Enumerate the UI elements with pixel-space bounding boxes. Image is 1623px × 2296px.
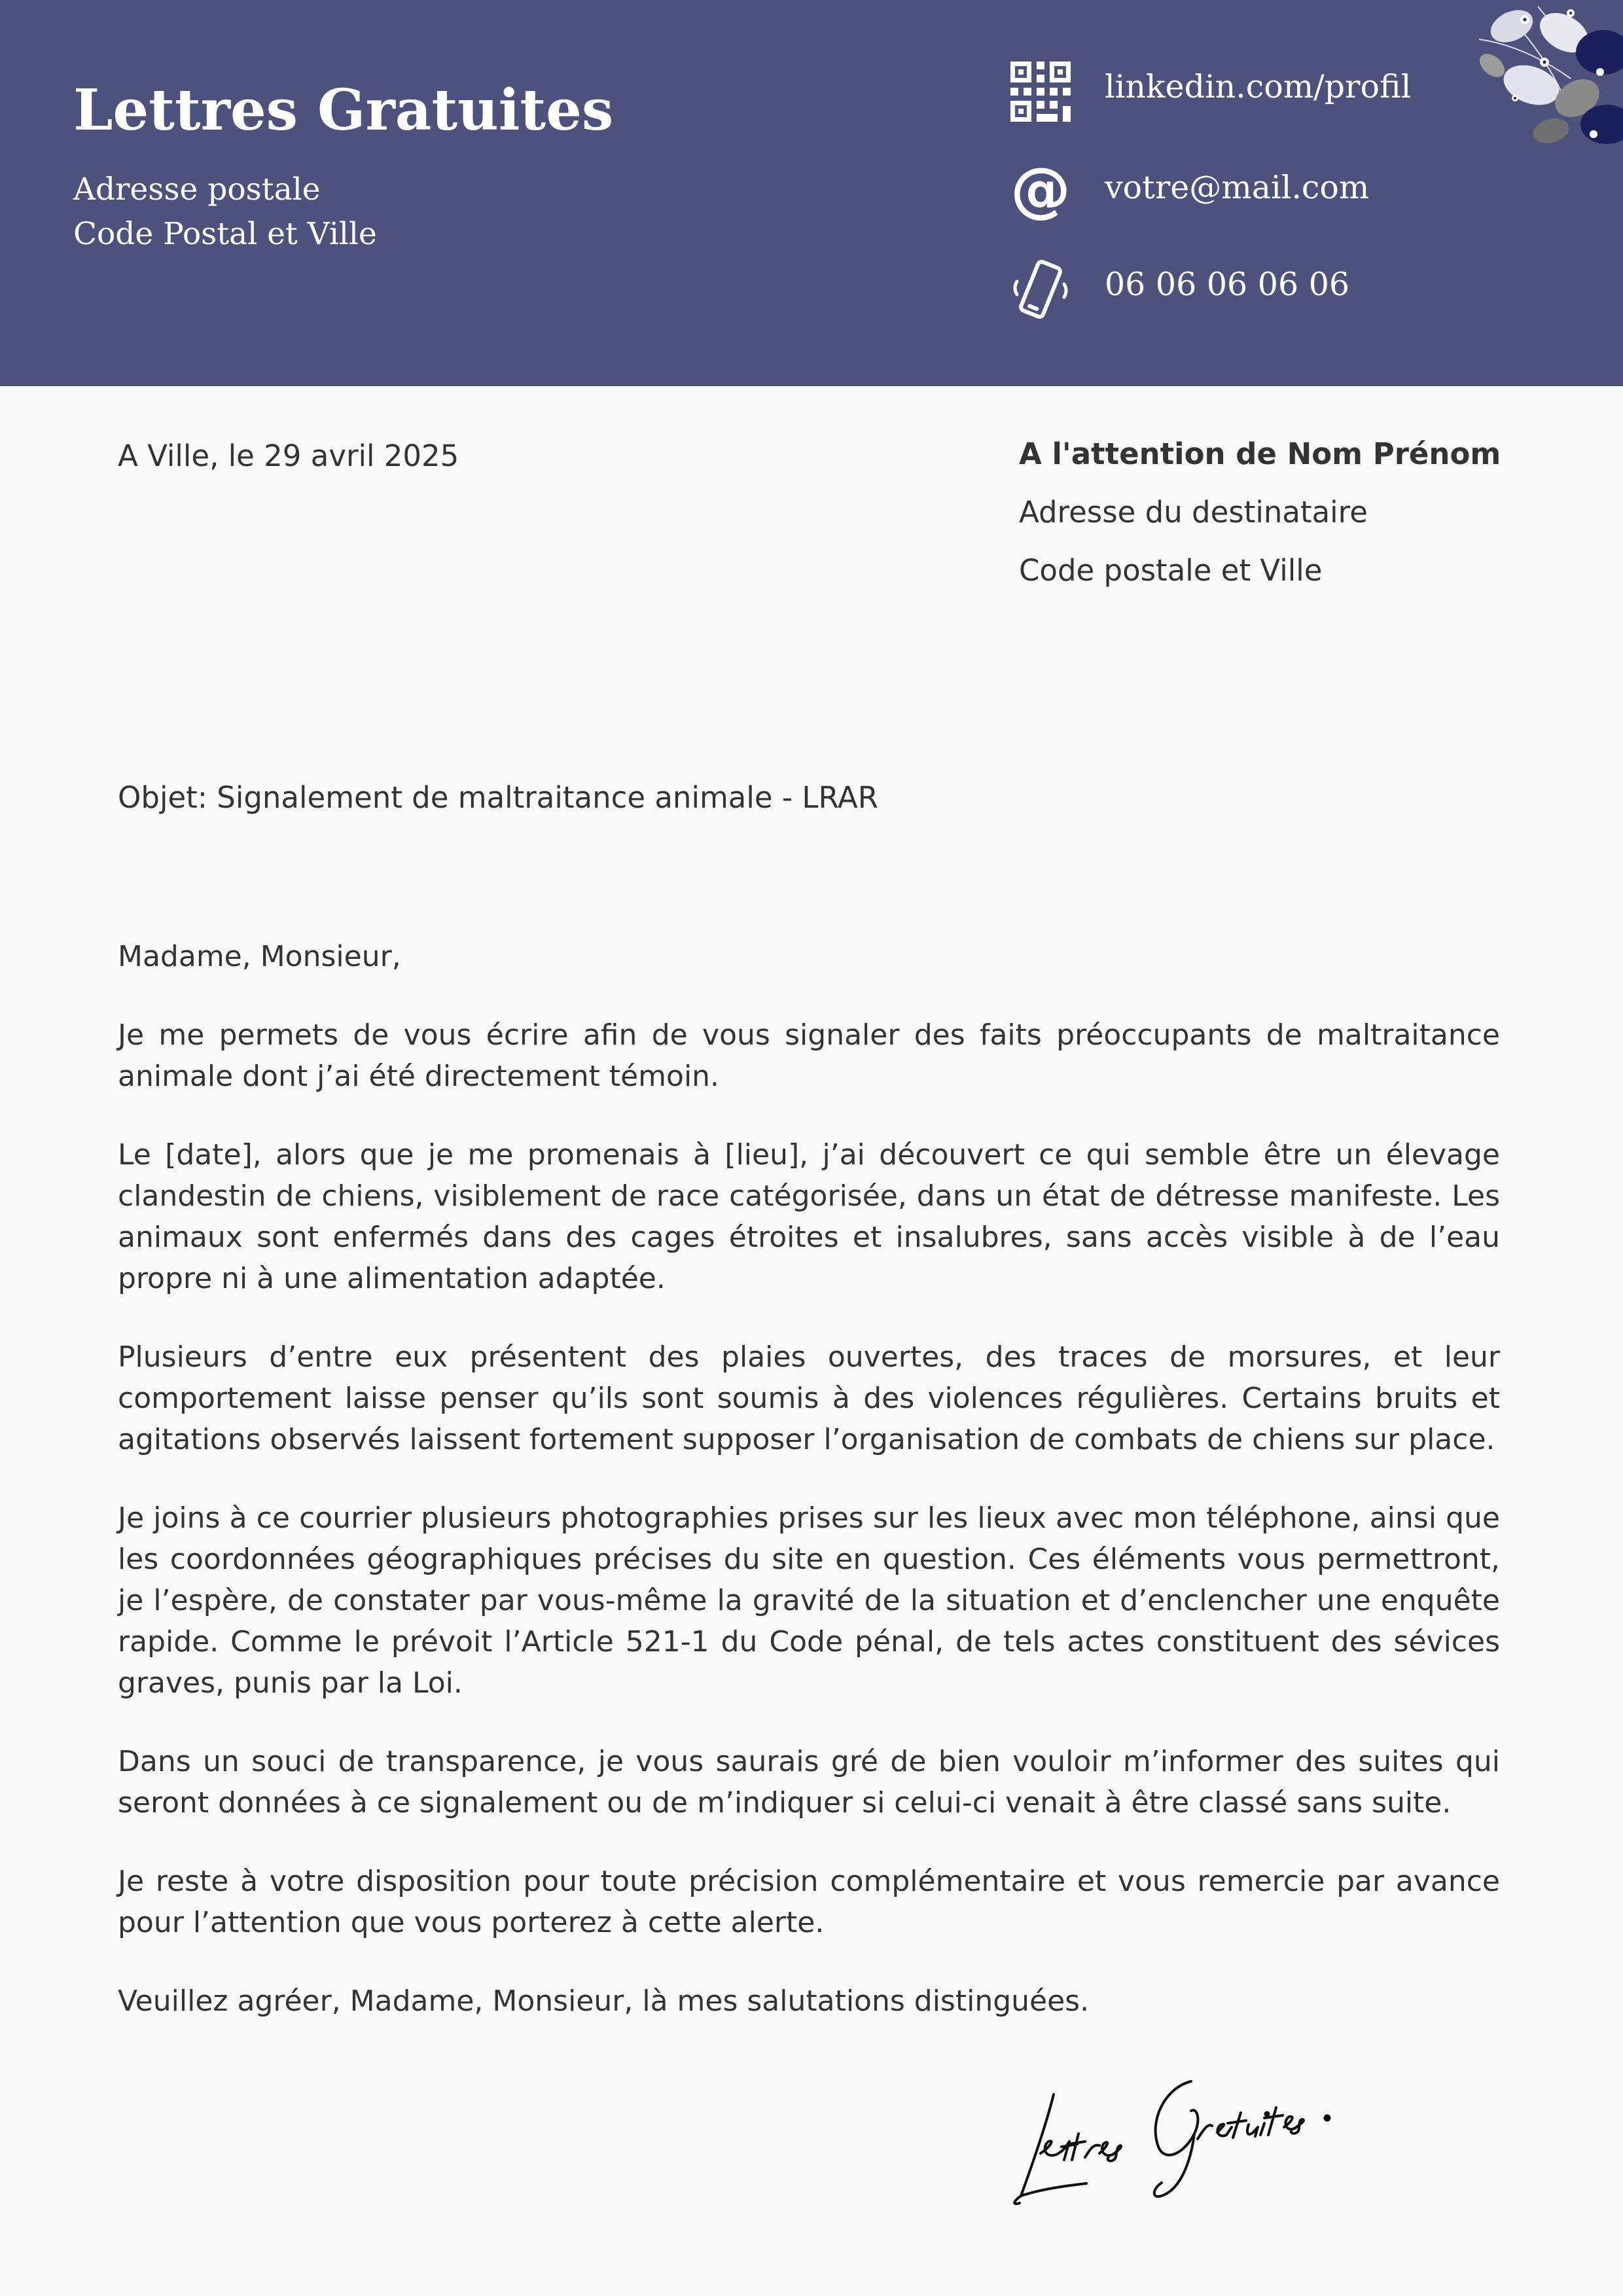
sender-name: Lettres Gratuites	[73, 77, 614, 143]
body-paragraph: Je reste à votre disposition pour toute précision complémentaire et vous remercie par avance pour l’attention que vous porterez à cette alerte.	[118, 1865, 1500, 1939]
recipient-address: Adresse du destinataire	[1019, 495, 1368, 529]
linkedin-link[interactable]: linkedin.com/profil	[1105, 68, 1412, 105]
recipient-city: Code postale et Ville	[1019, 553, 1323, 588]
email-link[interactable]: votre@mail.com	[1105, 169, 1370, 206]
body-paragraph: Je joins à ce courrier plusieurs photographies prises sur les lieux avec mon téléphone, ainsi que les coordonnées géographiques précises du site en question. Ces éléments vous permettront, je l’espère, de constater par vous-même la gravité de la situation et d’enclencher une enquête rapide. Comme le prévoit l’Article 521-1 du Code pénal, de tels actes constituent des sévices graves, punis par la Loi.	[118, 1501, 1500, 1700]
svg-text:@: @	[1010, 159, 1071, 224]
phone-number[interactable]: 06 06 06 06 06	[1105, 266, 1350, 303]
closing-formula: Veuillez agréer, Madame, Monsieur, là mes salutations distinguées.	[118, 1984, 1090, 2018]
body-paragraph: Dans un souci de transparence, je vous saurais gré de bien vouloir m’informer des suites qui seront données à ce signalement ou de m’indiquer si celui-ci venait à être classé sans suite.	[118, 1745, 1500, 1820]
floral-ornament-icon	[1466, 0, 1623, 157]
handwritten-signature	[1001, 2055, 1381, 2212]
letter-subject: Objet: Signalement de maltraitance animale - LRAR	[118, 780, 878, 815]
phone-icon	[1008, 257, 1073, 322]
salutation: Madame, Monsieur,	[118, 940, 401, 973]
letter-header	[0, 0, 1623, 386]
sender-address-line1: Adresse postale	[73, 171, 321, 207]
sender-address-line2: Code Postal et Ville	[73, 216, 377, 252]
letter-body	[118, 936, 1500, 2059]
at-sign-icon	[1008, 159, 1073, 224]
body-paragraph: Plusieurs d’entre eux présentent des plaies ouvertes, des traces de morsures, et leur comportement laisse penser qu’ils sont soumis à des violences régulières. Certains bruits et agitations observés laissent fortement supposer l’organisation de combats de chiens sur place.	[118, 1340, 1500, 1456]
recipient-name: A l'attention de Nom Prénom	[1019, 437, 1501, 471]
body-paragraph: Le [date], alors que je me promenais à [lieu], j’ai découvert ce qui semble être un élevage clandestin de chiens, visiblement de race catégorisée, dans un état de détresse manifeste. Les animaux sont enfermés dans des cages étroites et insalubres, sans accès visible à de l’eau propre ni à une alimentation adaptée.	[118, 1138, 1500, 1295]
date-line: A Ville, le 29 avril 2025	[118, 439, 459, 473]
body-paragraph: Je me permets de vous écrire afin de vous signaler des faits préoccupants de maltraitance animale dont j’ai été directement témoin.	[118, 1018, 1500, 1093]
qr-code-icon	[1008, 59, 1073, 124]
